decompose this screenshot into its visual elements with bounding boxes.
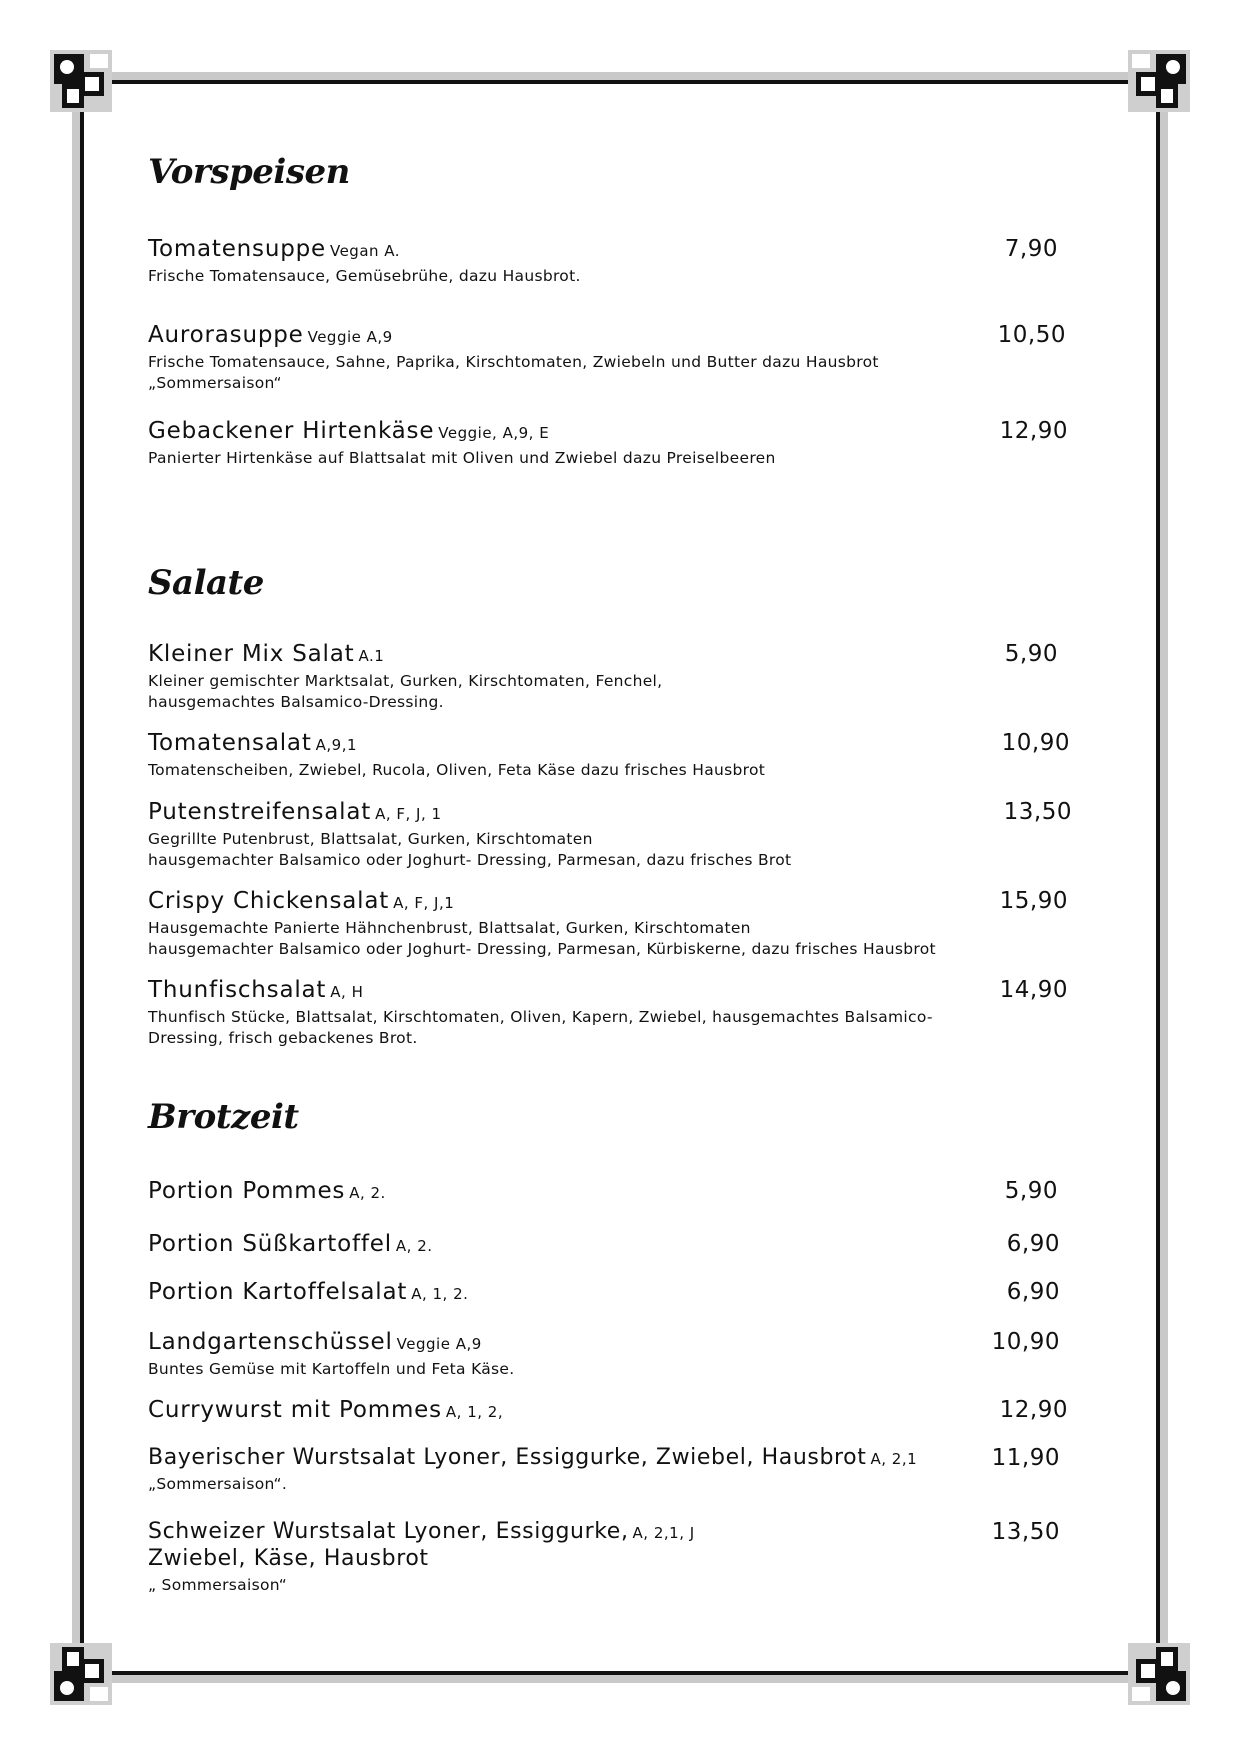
item-allergens: A, 1, 2. xyxy=(411,1285,469,1303)
item-allergens: A.1 xyxy=(358,647,385,665)
item-name: Portion Kartoffelsalat xyxy=(148,1279,408,1305)
item-name: Tomatensalat xyxy=(148,730,312,756)
menu-item xyxy=(148,977,1088,1049)
item-description: Frische Tomatensauce, Sahne, Paprika, Kirschtomaten, Zwiebeln und Butter dazu Hausbrot xyxy=(148,353,879,371)
item-price: 5,90 xyxy=(1004,1178,1058,1204)
menu-item xyxy=(148,1329,1088,1380)
item-price: 6,90 xyxy=(1006,1279,1060,1305)
menu-item xyxy=(148,1519,1088,1596)
item-price: 13,50 xyxy=(991,1519,1060,1545)
item-description: Frische Tomatensauce, Gemüsebrühe, dazu Hausbrot. xyxy=(148,267,581,285)
item-allergens: A, 2,1, J xyxy=(632,1524,695,1542)
section-title-brotzeit: Brotzeit xyxy=(148,1097,299,1137)
item-price: 10,50 xyxy=(997,322,1066,348)
item-allergens: A, H xyxy=(330,983,364,1001)
item-price: 10,90 xyxy=(1001,730,1070,756)
item-description: „Sommersaison“. xyxy=(148,1475,288,1493)
menu-item xyxy=(148,888,1088,960)
menu-item xyxy=(148,236,1088,287)
item-description: „ Sommersaison“ xyxy=(148,1576,288,1594)
menu-item xyxy=(148,641,1088,713)
item-allergens: Veggie, A,9, E xyxy=(438,424,550,442)
item-name: Thunfischsalat xyxy=(148,977,327,1003)
item-price: 6,90 xyxy=(1006,1231,1060,1257)
page-border-inner xyxy=(80,80,1160,1675)
item-allergens: A, 2. xyxy=(349,1184,386,1202)
item-price: 12,90 xyxy=(999,1397,1068,1423)
item-price: 7,90 xyxy=(1004,236,1058,262)
menu-item xyxy=(148,1178,1088,1204)
item-name: Crispy Chickensalat xyxy=(148,888,390,914)
menu-item xyxy=(148,730,1088,781)
item-description: Dressing, frisch gebackenes Brot. xyxy=(148,1029,418,1047)
item-description: Thunfisch Stücke, Blattsalat, Kirschtomaten, Oliven, Kapern, Zwiebel, hausgemachtes Balsamico- xyxy=(148,1008,933,1026)
corner-ornament-bottom-right xyxy=(1128,1643,1190,1705)
item-name: Portion Süßkartoffel xyxy=(148,1231,392,1257)
item-description: hausgemachter Balsamico oder Joghurt- Dressing, Parmesan, dazu frisches Brot xyxy=(148,851,792,869)
item-name: Aurorasuppe xyxy=(148,322,304,348)
menu-item xyxy=(148,1279,1088,1305)
menu-item xyxy=(148,418,1088,469)
item-allergens: A, 2. xyxy=(395,1237,433,1255)
item-price: 12,90 xyxy=(999,418,1068,444)
menu-item xyxy=(148,799,1088,871)
item-description: hausgemachtes Balsamico-Dressing. xyxy=(148,693,444,711)
item-name: Landgartenschüssel xyxy=(148,1329,393,1355)
item-price: 5,90 xyxy=(1004,641,1058,667)
item-description: hausgemachter Balsamico oder Joghurt- Dressing, Parmesan, Kürbiskerne, dazu frisches Hausbrot xyxy=(148,940,936,958)
item-name-continued: Zwiebel, Käse, Hausbrot xyxy=(148,1546,429,1571)
item-name: Schweizer Wurstsalat Lyoner, Essiggurke, xyxy=(148,1519,629,1544)
corner-ornament-top-right xyxy=(1128,50,1190,112)
section-title-salate: Salate xyxy=(148,563,264,603)
item-price: 15,90 xyxy=(999,888,1068,914)
corner-ornament-top-left xyxy=(50,50,112,112)
item-name: Putenstreifensalat xyxy=(148,799,372,825)
menu-item xyxy=(148,1231,1088,1257)
menu-item xyxy=(148,322,1088,394)
item-name: Currywurst mit Pommes xyxy=(148,1397,442,1423)
item-description: Kleiner gemischter Marktsalat, Gurken, Kirschtomaten, Fenchel, xyxy=(148,672,663,690)
item-allergens: A, F, J, 1 xyxy=(375,805,442,823)
corner-ornament-bottom-left xyxy=(50,1643,112,1705)
item-description: Gegrillte Putenbrust, Blattsalat, Gurken, Kirschtomaten xyxy=(148,830,593,848)
item-allergens: A, 2,1 xyxy=(870,1450,918,1468)
item-price: 14,90 xyxy=(999,977,1068,1003)
item-allergens: Vegan A. xyxy=(329,242,401,260)
item-description: Hausgemachte Panierte Hähnchenbrust, Blattsalat, Gurken, Kirschtomaten xyxy=(148,919,751,937)
item-allergens: A,9,1 xyxy=(315,736,358,754)
item-name: Bayerischer Wurstsalat Lyoner, Essiggurke, Zwiebel, Hausbrot xyxy=(148,1445,867,1470)
item-price: 11,90 xyxy=(991,1445,1060,1471)
menu-item xyxy=(148,1445,1088,1495)
item-allergens: Veggie A,9 xyxy=(396,1335,482,1353)
item-name: Portion Pommes xyxy=(148,1178,346,1204)
item-price: 10,90 xyxy=(991,1329,1060,1355)
item-name: Gebackener Hirtenkäse xyxy=(148,418,435,444)
item-description: Tomatenscheiben, Zwiebel, Rucola, Oliven, Feta Käse dazu frisches Hausbrot xyxy=(148,761,766,779)
item-description: Buntes Gemüse mit Kartoffeln und Feta Käse. xyxy=(148,1360,515,1378)
item-allergens: A, 1, 2, xyxy=(445,1403,504,1421)
section-title-vorspeisen: Vorspeisen xyxy=(148,152,350,192)
item-allergens: Veggie A,9 xyxy=(307,328,393,346)
item-description: „Sommersaison“ xyxy=(148,374,282,392)
item-allergens: A, F, J,1 xyxy=(393,894,455,912)
item-name: Tomatensuppe xyxy=(148,236,326,262)
item-price: 13,50 xyxy=(1003,799,1072,825)
item-description: Panierter Hirtenkäse auf Blattsalat mit Oliven und Zwiebel dazu Preiselbeeren xyxy=(148,449,776,467)
item-name: Kleiner Mix Salat xyxy=(148,641,355,667)
menu-item xyxy=(148,1397,1088,1423)
